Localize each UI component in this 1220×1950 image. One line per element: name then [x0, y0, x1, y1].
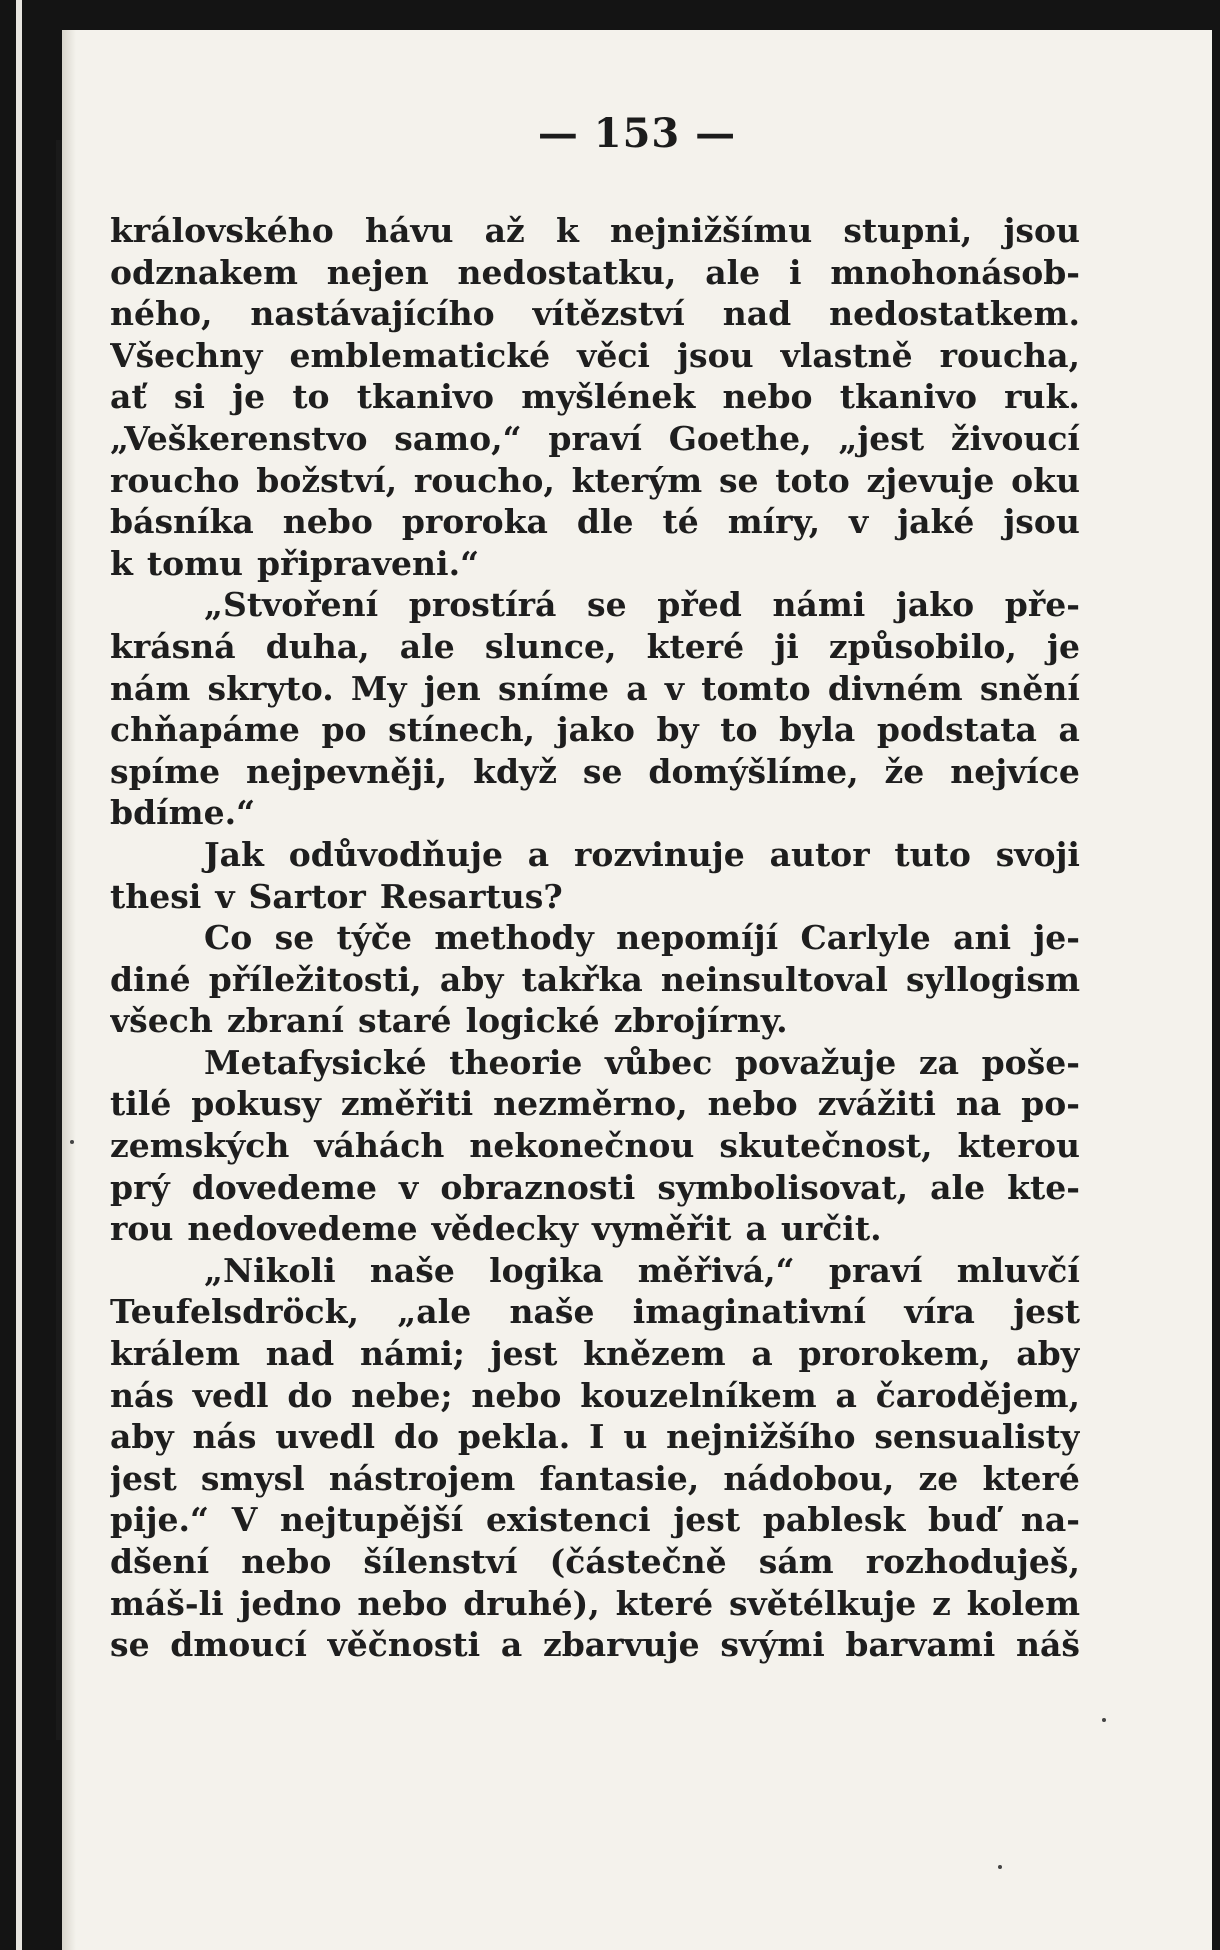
word: až: [484, 211, 525, 250]
word: barvami: [845, 1625, 996, 1665]
word: nebo: [722, 377, 813, 417]
word: logické: [465, 1001, 600, 1041]
word: dovedeme: [191, 1167, 377, 1207]
text-line: [110, 1291, 1080, 1333]
text-line: [110, 1208, 1080, 1250]
word: „Veškerenstvo: [110, 418, 368, 458]
word: té: [662, 502, 699, 542]
word: roucha,: [939, 335, 1080, 375]
word: symbolisovat,: [657, 1167, 909, 1207]
word: jen: [423, 668, 481, 708]
word: „ale: [397, 1292, 472, 1332]
word: nám: [110, 668, 191, 708]
word: i: [788, 252, 802, 292]
word: sníme: [498, 668, 610, 708]
word: pije.“: [110, 1500, 210, 1540]
text-line: [110, 210, 1080, 252]
word: dmoucí: [170, 1625, 307, 1665]
word: šílenství: [363, 1542, 518, 1581]
word: nebo: [241, 1542, 332, 1581]
text-line: [110, 834, 1080, 876]
word: prý: [110, 1167, 170, 1207]
word: Teufelsdröck,: [110, 1292, 359, 1332]
word: světélkuje: [728, 1583, 917, 1623]
word: diné: [110, 959, 191, 999]
word: buď: [928, 1500, 999, 1540]
text-line: [110, 460, 1080, 502]
word: uvedl: [275, 1417, 376, 1457]
word: nekonečnou: [469, 1126, 695, 1166]
word: theorie: [449, 1042, 583, 1082]
word: svoji: [995, 834, 1080, 874]
word: kterým: [571, 460, 703, 500]
word: stínech,: [388, 710, 536, 750]
word: „Stvoření: [204, 585, 379, 625]
word: thesi: [110, 876, 202, 916]
gutter-edge: [16, 0, 22, 1950]
text-line: [110, 1083, 1080, 1125]
word: nedostatkem.: [829, 294, 1080, 334]
text-line: [110, 1541, 1080, 1583]
word: nebe;: [351, 1375, 453, 1415]
word: které: [615, 1583, 714, 1623]
word: měřivá,“: [637, 1250, 795, 1290]
word: pablesk: [762, 1500, 906, 1540]
word: jest: [490, 1334, 558, 1374]
word: pekla.: [457, 1417, 571, 1457]
word: svými: [720, 1625, 825, 1665]
word: myšlének: [521, 377, 696, 417]
text-line: [110, 668, 1080, 710]
word: jedno: [239, 1583, 342, 1623]
word: methody: [434, 918, 594, 958]
word: k: [110, 543, 133, 583]
word: toto: [775, 460, 850, 500]
word: změřiti: [340, 1084, 474, 1124]
word: kterou: [957, 1126, 1080, 1166]
word: emblematické: [289, 335, 551, 375]
word: a: [500, 1625, 523, 1665]
word: považuje: [734, 1042, 897, 1082]
word: připraveni.“: [257, 543, 480, 583]
word: stupni,: [843, 211, 973, 250]
text-line: [110, 1499, 1080, 1541]
word: nebo: [707, 1084, 798, 1124]
word: námi: [772, 585, 866, 625]
word: oku: [1011, 460, 1080, 500]
text-line: [110, 1250, 1080, 1292]
text-line: [110, 1125, 1080, 1167]
word: ného,: [110, 294, 213, 334]
text-line: [110, 1333, 1080, 1375]
word: vedl: [192, 1375, 269, 1415]
word: (částečně: [549, 1542, 727, 1581]
word: nejen: [326, 252, 429, 292]
word: proroka: [401, 502, 548, 542]
text-line: [110, 376, 1080, 418]
word: námi;: [359, 1334, 465, 1374]
word: takřka: [521, 959, 643, 999]
word: to: [720, 710, 758, 750]
word: nedovedeme: [187, 1209, 418, 1249]
word: aby: [110, 1417, 174, 1457]
word: „jest: [838, 418, 925, 458]
word: když: [473, 751, 557, 791]
text-line: [110, 501, 1080, 543]
word: se: [587, 585, 627, 625]
word: existenci: [486, 1500, 651, 1540]
word: odůvodňuje: [288, 834, 503, 874]
word: podstata: [876, 710, 1037, 750]
page-number: — 153 —: [537, 110, 737, 157]
word: praví: [548, 418, 642, 458]
word: V: [231, 1500, 258, 1540]
word: I: [589, 1417, 605, 1457]
word: dle: [576, 502, 634, 542]
word: staré: [357, 1001, 452, 1041]
word: se: [582, 751, 623, 791]
word: v: [399, 1167, 419, 1207]
word: naše: [509, 1292, 595, 1332]
word: nebo: [471, 1375, 562, 1415]
word: všech: [110, 1001, 213, 1041]
word: k: [555, 211, 579, 250]
word: nejnižšímu: [609, 211, 813, 250]
word: obraznosti: [440, 1167, 636, 1207]
word: básníka: [110, 502, 254, 542]
word: se: [274, 918, 315, 958]
word: mnohonásob-: [830, 252, 1080, 292]
word: si: [173, 377, 205, 417]
word: praví: [828, 1250, 923, 1290]
word: chňapáme: [110, 710, 300, 750]
text-line: [110, 1583, 1080, 1625]
word: nebo: [357, 1583, 448, 1623]
word: způsobilo,: [828, 626, 1017, 666]
word: jest: [1013, 1292, 1080, 1332]
text-line: [110, 293, 1080, 335]
paper-speck: [1102, 1718, 1106, 1722]
word: Sartor: [248, 876, 366, 916]
word: to: [292, 377, 330, 417]
word: spíme: [110, 751, 221, 791]
word: naše: [369, 1250, 455, 1290]
word: ze: [918, 1458, 959, 1498]
word: nad: [722, 294, 792, 334]
word: a: [626, 668, 648, 708]
word: v: [664, 668, 685, 708]
word: nejtupější: [280, 1500, 464, 1540]
text-line: [110, 543, 1080, 585]
word: na-: [1020, 1500, 1080, 1540]
word: syllogism: [906, 959, 1080, 999]
word: nastávajícího: [250, 294, 495, 334]
text-line: [110, 917, 1080, 959]
word: na: [955, 1084, 1002, 1124]
word: nás: [192, 1417, 257, 1457]
text-line: [110, 1042, 1080, 1084]
word: Metafysické: [204, 1042, 427, 1082]
body-text: [110, 210, 1080, 1666]
word: nepomíjí: [616, 918, 779, 958]
word: máš-li: [110, 1583, 224, 1623]
word: nás: [110, 1375, 174, 1415]
word: tkanivo: [839, 377, 977, 417]
word: ať: [110, 377, 147, 417]
word: z: [932, 1583, 951, 1623]
word: rou: [110, 1209, 174, 1249]
word: roucho,: [413, 460, 555, 500]
word: by: [656, 710, 699, 750]
word: ale: [705, 252, 761, 292]
word: a: [835, 1375, 857, 1415]
word: nezměrno,: [493, 1084, 688, 1124]
word: jako: [556, 710, 635, 750]
word: před: [657, 585, 742, 625]
word: Jak: [204, 834, 264, 874]
word: které: [982, 1458, 1080, 1498]
word: pře-: [1004, 585, 1080, 625]
word: věci: [577, 335, 650, 375]
word: jest: [673, 1500, 741, 1540]
word: u: [623, 1417, 648, 1457]
word: ani: [953, 918, 1011, 958]
word: nad: [265, 1334, 335, 1374]
word: skutečnost,: [719, 1126, 933, 1166]
word: nejpevněji,: [246, 751, 448, 791]
text-line: [110, 626, 1080, 668]
word: tkanivo: [356, 377, 494, 417]
word: jaké: [897, 502, 975, 542]
word: a: [751, 1334, 773, 1374]
word: knězem: [583, 1334, 726, 1374]
word: druhé),: [463, 1583, 600, 1623]
word: neinsultoval: [660, 959, 888, 999]
word: tuto: [894, 834, 971, 874]
word: králem: [110, 1334, 241, 1374]
word: roucho: [110, 460, 240, 500]
text-line: [110, 418, 1080, 460]
word: kolem: [966, 1583, 1080, 1623]
word: a: [527, 834, 550, 874]
word: ale: [399, 626, 455, 666]
word: vítězství: [532, 294, 685, 334]
word: královského: [110, 211, 334, 250]
text-line: [110, 252, 1080, 294]
word: Všechny: [110, 335, 263, 375]
book-page: [62, 30, 1212, 1950]
word: sám: [758, 1542, 834, 1581]
word: „Nikoli: [204, 1250, 336, 1290]
word: živoucí: [950, 418, 1080, 458]
word: že: [884, 751, 925, 791]
word: skryto.: [207, 668, 334, 708]
word: za: [918, 1042, 959, 1082]
word: ji: [774, 626, 799, 666]
page-shadow: [62, 30, 76, 1950]
word: vlastně: [780, 335, 913, 375]
text-line: [110, 792, 1080, 834]
word: zemských: [110, 1126, 290, 1166]
word: určit.: [780, 1209, 882, 1249]
word: zbrojírny.: [613, 1001, 788, 1041]
word: zjevuje: [866, 460, 995, 500]
word: je-: [1033, 918, 1080, 958]
word: týče: [336, 918, 413, 958]
text-line: [110, 1416, 1080, 1458]
word: fantasie,: [539, 1458, 700, 1498]
word: rozhoduješ,: [865, 1542, 1080, 1581]
word: víra: [904, 1292, 975, 1332]
word: rozvinuje: [573, 834, 745, 874]
word: váhách: [314, 1126, 445, 1166]
word: My: [350, 668, 407, 708]
text-line: [110, 1375, 1080, 1417]
word: se: [718, 460, 759, 500]
word: krásná: [110, 626, 236, 666]
word: domýšlíme,: [648, 751, 859, 791]
word: v: [215, 876, 235, 916]
word: je: [1047, 626, 1080, 666]
word: do: [393, 1417, 440, 1457]
text-line: [110, 959, 1080, 1001]
text-line: [110, 709, 1080, 751]
word: po: [321, 710, 367, 750]
word: Carlyle: [800, 918, 931, 958]
word: nádobou,: [723, 1458, 895, 1498]
word: duha,: [265, 626, 370, 666]
word: čarodějem,: [875, 1375, 1080, 1415]
word: v: [849, 502, 869, 542]
word: tilé: [110, 1084, 172, 1124]
word: je: [232, 377, 266, 417]
word: byla: [779, 710, 856, 750]
word: slunce,: [484, 626, 617, 666]
word: bdíme.“: [110, 793, 256, 833]
word: smysl: [200, 1458, 305, 1498]
word: nejvíce: [950, 751, 1080, 791]
word: hávu: [364, 211, 454, 250]
word: míry,: [727, 502, 821, 542]
word: jest: [110, 1458, 177, 1498]
word: se: [110, 1625, 150, 1665]
word: odznakem: [110, 252, 298, 292]
paper-speck: [70, 1140, 74, 1144]
word: kouzelníkem: [580, 1375, 817, 1415]
word: které: [646, 626, 745, 666]
word: věčnosti: [327, 1625, 481, 1665]
word: logika: [489, 1250, 604, 1290]
word: po-: [1021, 1084, 1080, 1124]
word: nástrojem: [328, 1458, 516, 1498]
word: nedostatku,: [457, 252, 677, 292]
word: vůbec: [604, 1042, 713, 1082]
word: vyměřit: [592, 1209, 732, 1249]
word: nejnižšího: [666, 1417, 856, 1457]
word: divném: [827, 668, 963, 708]
text-line: [110, 1167, 1080, 1209]
word: mluvčí: [956, 1250, 1080, 1290]
word: prorokem,: [798, 1334, 991, 1374]
word: Goethe,: [668, 418, 812, 458]
word: a: [745, 1209, 767, 1249]
word: zbarvuje: [542, 1625, 700, 1665]
word: autor: [769, 834, 870, 874]
text-line: [110, 1000, 1080, 1042]
word: jsou: [1003, 211, 1080, 250]
text-line: [110, 1458, 1080, 1500]
word: imaginativní: [632, 1292, 867, 1332]
word: nebo: [282, 502, 373, 542]
text-line: [110, 1624, 1080, 1666]
word: jako: [895, 585, 975, 625]
text-line: [110, 584, 1080, 626]
word: vědecky: [431, 1209, 578, 1249]
word: poše-: [981, 1042, 1080, 1082]
word: dšení: [110, 1542, 210, 1581]
word: jsou: [1003, 502, 1080, 542]
word: tomu: [146, 543, 244, 583]
text-line: [110, 335, 1080, 377]
word: do: [287, 1375, 333, 1415]
word: sensualisty: [874, 1417, 1080, 1457]
word: pokusy: [191, 1084, 321, 1124]
word: aby: [1016, 1334, 1080, 1374]
word: ruk.: [1004, 377, 1080, 417]
text-line: [110, 751, 1080, 793]
word: samo,“: [394, 418, 522, 458]
paper-speck: [998, 1865, 1002, 1869]
word: zvážiti: [817, 1084, 936, 1124]
word: a: [1058, 710, 1080, 750]
word: snění: [979, 668, 1080, 708]
word: náš: [1015, 1625, 1080, 1665]
word: kte-: [1007, 1167, 1080, 1207]
word: prostírá: [408, 585, 557, 625]
word: příležitosti,: [208, 959, 422, 999]
word: Resartus?: [379, 876, 563, 916]
word: aby: [439, 959, 504, 999]
word: tomto: [701, 668, 811, 708]
text-line: [110, 876, 1080, 918]
word: božství,: [256, 460, 398, 500]
word: Co: [204, 918, 253, 958]
word: ale: [930, 1167, 986, 1207]
word: jsou: [677, 335, 754, 375]
word: zbraní: [226, 1001, 344, 1041]
